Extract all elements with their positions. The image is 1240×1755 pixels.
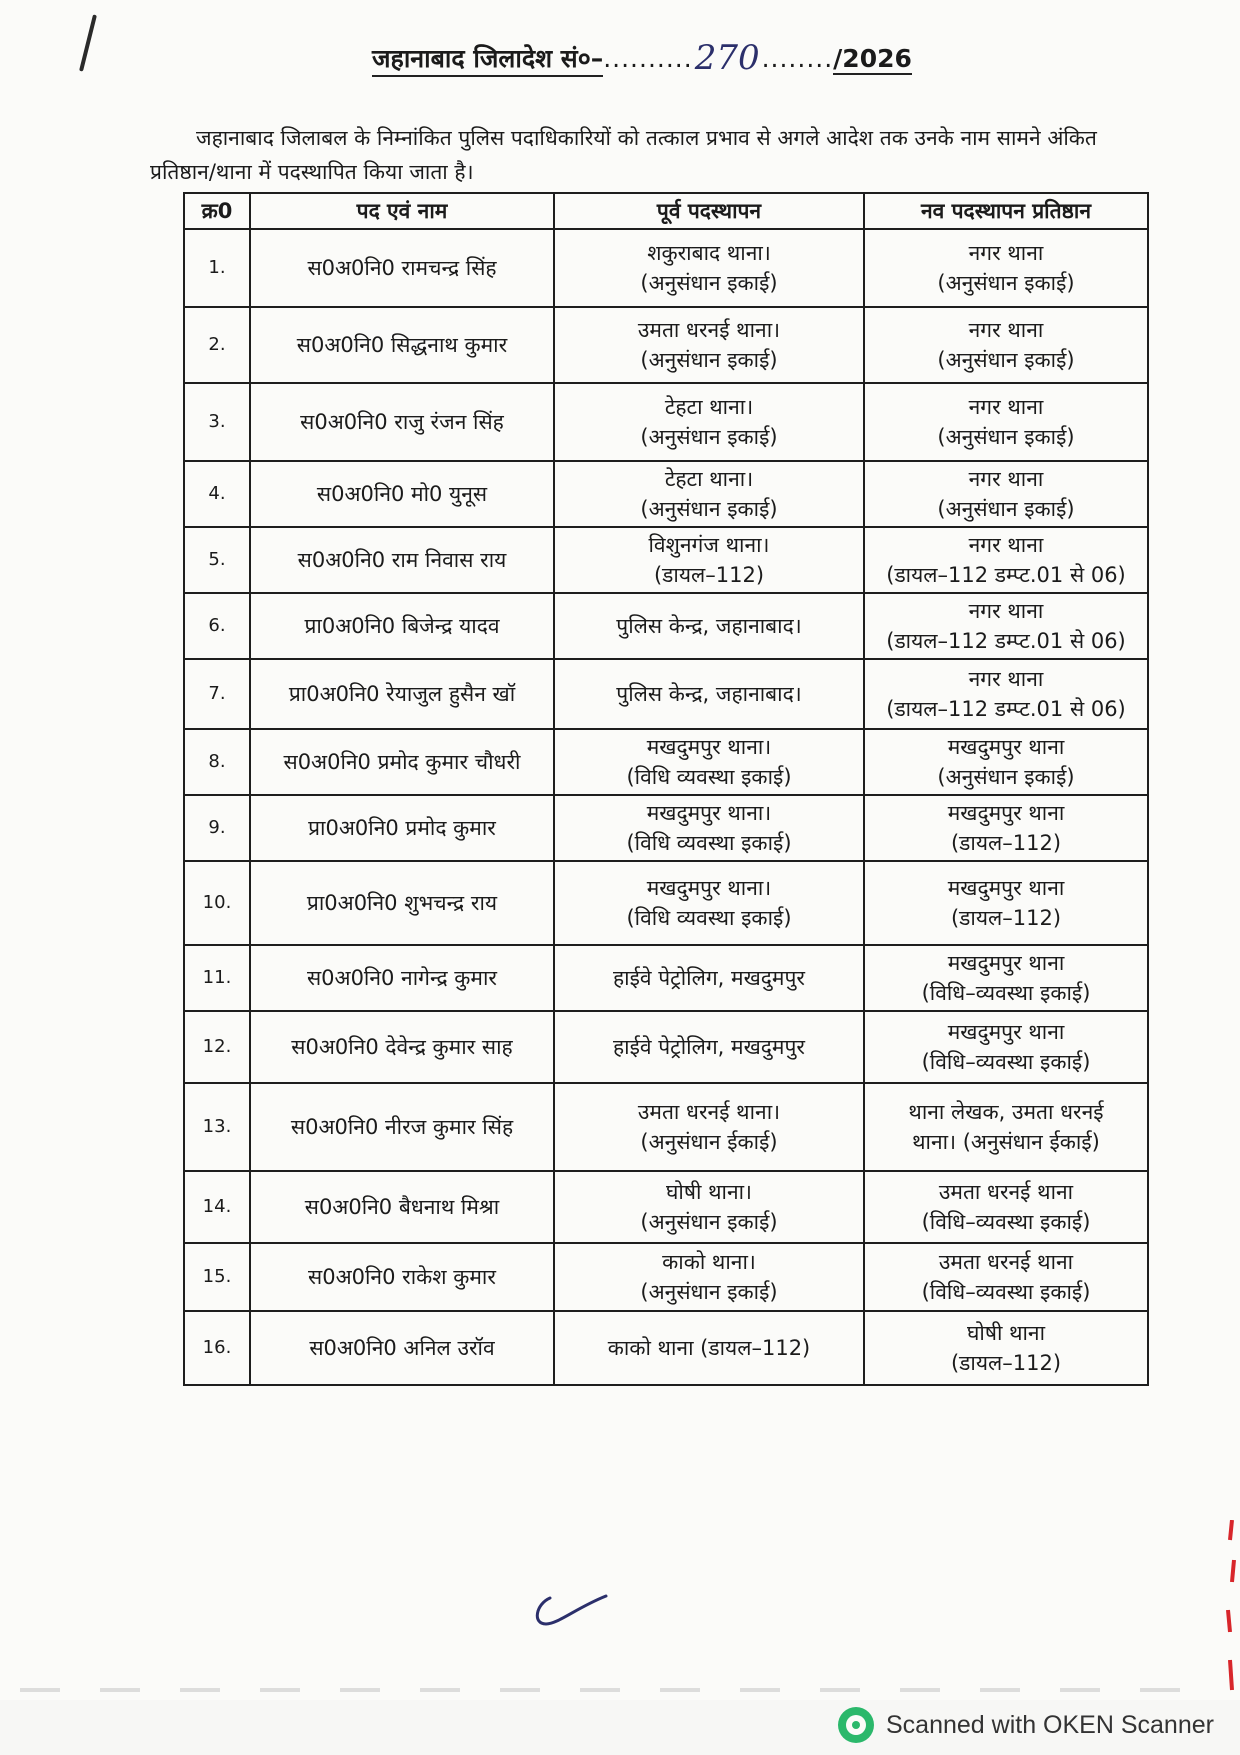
previous-posting-cell [554,527,864,593]
serial-number: 14. [202,1196,232,1217]
new-posting-line: मखदुमपुर थाना [947,951,1065,975]
new-posting-unit: (डायल–112) [950,831,1062,855]
previous-posting-cell [554,1243,864,1311]
new-posting-unit: (अनुसंधान इकाई) [937,425,1075,449]
serial-cell [184,945,250,1011]
previous-posting-cell [554,229,864,307]
name-cell [250,945,554,1011]
serial-number: 5. [208,549,226,570]
table-row [184,861,1148,945]
previous-posting-cell [554,1311,864,1385]
previous-posting-unit: (अनुसंधान इकाई) [640,271,778,295]
serial-number: 9. [208,817,226,838]
serial-cell [184,729,250,795]
previous-posting-unit: (विधि व्यवस्था इकाई) [626,831,792,855]
name-cell [250,1243,554,1311]
serial-number: 3. [208,411,226,432]
previous-posting-unit: (विधि व्यवस्था इकाई) [626,906,792,930]
previous-posting-line: शकुराबाद थाना। [647,241,771,265]
new-posting-cell [864,593,1148,659]
signature-mark [528,1590,610,1630]
previous-posting-cell [554,383,864,461]
table-row [184,383,1148,461]
order-title [372,36,952,80]
name-cell [250,1011,554,1083]
serial-number: 12. [202,1036,232,1057]
new-posting-cell [864,1171,1148,1243]
intro-paragraph: जहानाबाद जिलाबल के निम्नांकित पुलिस पदाधिकारियों को तत्काल प्रभाव से अगले आदेश तक उनके नाम सामने अंकित प्रतिष्ठान/थाना में पदस्थापित किया जाता है। [150,126,1097,184]
table-row [184,229,1148,307]
previous-posting-line: घोषी थाना। [665,1180,752,1204]
previous-posting-line: हाईवे पेट्रोलिग, मखदुमपुर [612,966,805,990]
new-posting-cell [864,1011,1148,1083]
previous-posting-line: पुलिस केन्द्र, जहानाबाद। [616,682,802,706]
previous-posting-cell [554,729,864,795]
table-body [184,229,1148,1385]
new-posting-unit: (अनुसंधान इकाई) [937,271,1075,295]
officer-name: स0अ0नि0 रामचन्द्र सिंह [307,256,497,280]
serial-number: 7. [208,683,226,704]
serial-number: 10. [202,892,232,913]
page-bottom-edge [20,1688,1220,1692]
serial-number: 4. [208,483,226,504]
new-posting-line: घोषी थाना [966,1321,1046,1345]
serial-cell [184,1171,250,1243]
table-row [184,1243,1148,1311]
name-cell [250,383,554,461]
serial-number: 11. [202,967,232,988]
serial-cell [184,1311,250,1385]
previous-posting-cell [554,307,864,383]
new-posting-unit: (अनुसंधान इकाई) [937,497,1075,521]
new-posting-line: उमता धरनई थाना [938,1180,1074,1204]
name-cell [250,659,554,729]
previous-posting-cell [554,1171,864,1243]
table-row [184,1083,1148,1171]
previous-posting-cell [554,593,864,659]
previous-posting-line: मखदुमपुर थाना। [646,735,772,759]
serial-cell [184,593,250,659]
new-posting-cell [864,795,1148,861]
new-posting-unit: (अनुसंधान इकाई) [937,348,1075,372]
previous-posting-cell [554,945,864,1011]
new-posting-cell [864,527,1148,593]
previous-posting-unit: (विधि व्यवस्था इकाई) [626,765,792,789]
previous-posting-cell [554,659,864,729]
name-cell [250,461,554,527]
serial-cell [184,307,250,383]
table-row [184,307,1148,383]
previous-posting-line: काको थाना (डायल–112) [607,1336,811,1360]
new-posting-line: मखदुमपुर थाना [947,801,1065,825]
new-posting-cell [864,1311,1148,1385]
new-posting-line: नगर थाना [968,241,1044,265]
officer-name: स0अ0नि0 राम निवास राय [297,548,507,572]
order-number: 270 [694,38,760,78]
officer-name: स0अ0नि0 मो0 युनूस [316,482,488,506]
table-row [184,659,1148,729]
previous-posting-cell [554,1083,864,1171]
officer-name: स0अ0नि0 नागेन्द्र कुमार [306,966,498,990]
header-name: पद एवं नाम [250,193,554,229]
previous-posting-unit: (अनुसंधान इकाई) [640,425,778,449]
name-cell [250,1083,554,1171]
previous-posting-unit: (अनुसंधान इकाई) [640,348,778,372]
new-posting-unit: (डायल–112) [950,906,1062,930]
serial-cell [184,1243,250,1311]
table-row [184,795,1148,861]
officer-name: प्रा0अ0नि0 प्रमोद कुमार [308,816,496,840]
table-header-row [184,193,1148,229]
name-cell [250,795,554,861]
officer-name: स0अ0नि0 सिद्धनाथ कुमार [296,333,508,357]
serial-cell [184,659,250,729]
scanner-label: Scanned with OKEN Scanner [886,1710,1214,1739]
previous-posting-line: पुलिस केन्द्र, जहानाबाद। [616,614,802,638]
new-posting-line: थाना लेखक, उमता धरनई [908,1100,1104,1124]
new-posting-cell [864,861,1148,945]
new-posting-line: मखदुमपुर थाना [947,876,1065,900]
new-posting-cell [864,1243,1148,1311]
new-posting-unit: (डायल–112 डम्प्ट.01 से 06) [886,563,1126,587]
serial-cell [184,795,250,861]
title-dots-after: ........ [761,44,834,73]
serial-cell [184,1083,250,1171]
officer-name: स0अ0नि0 राकेश कुमार [308,1265,496,1289]
serial-number: 8. [208,751,226,772]
order-year: /2026 [833,44,912,73]
serial-cell [184,1011,250,1083]
officer-name: प्रा0अ0नि0 शुभचन्द्र राय [306,891,498,915]
serial-number: 2. [208,334,226,355]
new-posting-unit: (विधि–व्यवस्था इकाई) [921,1280,1091,1304]
table-row [184,1171,1148,1243]
previous-posting-line: उमता धरनई थाना। [637,1100,781,1124]
new-posting-cell [864,307,1148,383]
previous-posting-line: विशुनगंज थाना। [648,533,770,557]
name-cell [250,307,554,383]
previous-posting-line: मखदुमपुर थाना। [646,876,772,900]
previous-posting-line: टेहटा थाना। [664,395,754,419]
posting-table [183,192,1149,1386]
header-new-posting: नव पदस्थापन प्रतिष्ठान [864,193,1148,229]
serial-number: 6. [208,615,226,636]
officer-name: प्रा0अ0नि0 बिजेन्द्र यादव [304,614,500,638]
previous-posting-cell [554,461,864,527]
serial-number: 16. [202,1337,232,1358]
new-posting-cell [864,945,1148,1011]
name-cell [250,229,554,307]
officer-name: स0अ0नि0 अनिल उरॉव [309,1336,495,1360]
table-row [184,1311,1148,1385]
previous-posting-line: काको थाना। [662,1250,756,1274]
new-posting-cell [864,229,1148,307]
new-posting-cell [864,383,1148,461]
name-cell [250,527,554,593]
name-cell [250,1311,554,1385]
new-posting-line: मखदुमपुर थाना [947,1020,1065,1044]
serial-number: 13. [202,1116,232,1137]
header-serial: क्र0 [184,193,250,229]
new-posting-line: नगर थाना [968,318,1044,342]
serial-cell [184,383,250,461]
new-posting-cell [864,729,1148,795]
order-title-prefix: जहानाबाद जिलादेश सं०– [372,44,603,77]
new-posting-line: नगर थाना [968,667,1044,691]
serial-cell [184,461,250,527]
previous-posting-unit: (अनुसंधान ईकाई) [640,1130,778,1154]
new-posting-cell [864,1083,1148,1171]
new-posting-line: नगर थाना [968,599,1044,623]
serial-cell [184,229,250,307]
oken-scanner-logo-icon [838,1707,874,1743]
previous-posting-line: हाईवे पेट्रोलिग, मखदुमपुर [612,1035,805,1059]
table-row [184,527,1148,593]
table-row [184,729,1148,795]
header-previous-posting: पूर्व पदस्थापन [554,193,864,229]
officer-name: स0अ0नि0 राजु रंजन सिंह [300,410,504,434]
new-posting-unit: (विधि–व्यवस्था इकाई) [921,981,1091,1005]
table-row [184,945,1148,1011]
previous-posting-line: उमता धरनई थाना। [637,318,781,342]
name-cell [250,729,554,795]
new-posting-unit: थाना। (अनुसंधान ईकाई) [912,1130,1100,1154]
new-posting-unit: (विधि–व्यवस्था इकाई) [921,1050,1091,1074]
officer-name: स0अ0नि0 प्रमोद कुमार चौधरी [283,750,521,774]
new-posting-unit: (डायल–112 डम्प्ट.01 से 06) [886,629,1126,653]
new-posting-line: नगर थाना [968,395,1044,419]
previous-posting-cell [554,795,864,861]
officer-name: स0अ0नि0 बैधनाथ मिश्रा [304,1195,500,1219]
officer-name: स0अ0नि0 देवेन्द्र कुमार साह [291,1035,513,1059]
previous-posting-line: टेहटा थाना। [664,467,754,491]
previous-posting-line: मखदुमपुर थाना। [646,801,772,825]
name-cell [250,1171,554,1243]
table-row [184,1011,1148,1083]
new-posting-cell [864,461,1148,527]
officer-name: प्रा0अ0नि0 रेयाजुल हुसैन खॉ [288,682,516,706]
new-posting-unit: (विधि–व्यवस्था इकाई) [921,1210,1091,1234]
new-posting-line: मखदुमपुर थाना [947,735,1065,759]
serial-cell [184,861,250,945]
name-cell [250,593,554,659]
pen-stroke-mark [79,14,97,71]
previous-posting-unit: (अनुसंधान इकाई) [640,497,778,521]
new-posting-unit: (डायल–112 डम्प्ट.01 से 06) [886,697,1126,721]
previous-posting-unit: (डायल–112) [653,563,765,587]
new-posting-unit: (डायल–112) [950,1351,1062,1375]
table-row [184,593,1148,659]
new-posting-line: उमता धरनई थाना [938,1250,1074,1274]
scanner-watermark [838,1700,1238,1750]
previous-posting-cell [554,1011,864,1083]
serial-number: 15. [202,1266,232,1287]
new-posting-line: नगर थाना [968,467,1044,491]
title-dots-before: .......... [603,44,693,73]
table-row [184,461,1148,527]
new-posting-cell [864,659,1148,729]
serial-cell [184,527,250,593]
officer-name: स0अ0नि0 नीरज कुमार सिंह [290,1115,514,1139]
previous-posting-cell [554,861,864,945]
new-posting-line: नगर थाना [968,533,1044,557]
name-cell [250,861,554,945]
new-posting-unit: (अनुसंधान इकाई) [937,765,1075,789]
serial-number: 1. [208,257,226,278]
previous-posting-unit: (अनुसंधान इकाई) [640,1280,778,1304]
previous-posting-unit: (अनुसंधान इकाई) [640,1210,778,1234]
